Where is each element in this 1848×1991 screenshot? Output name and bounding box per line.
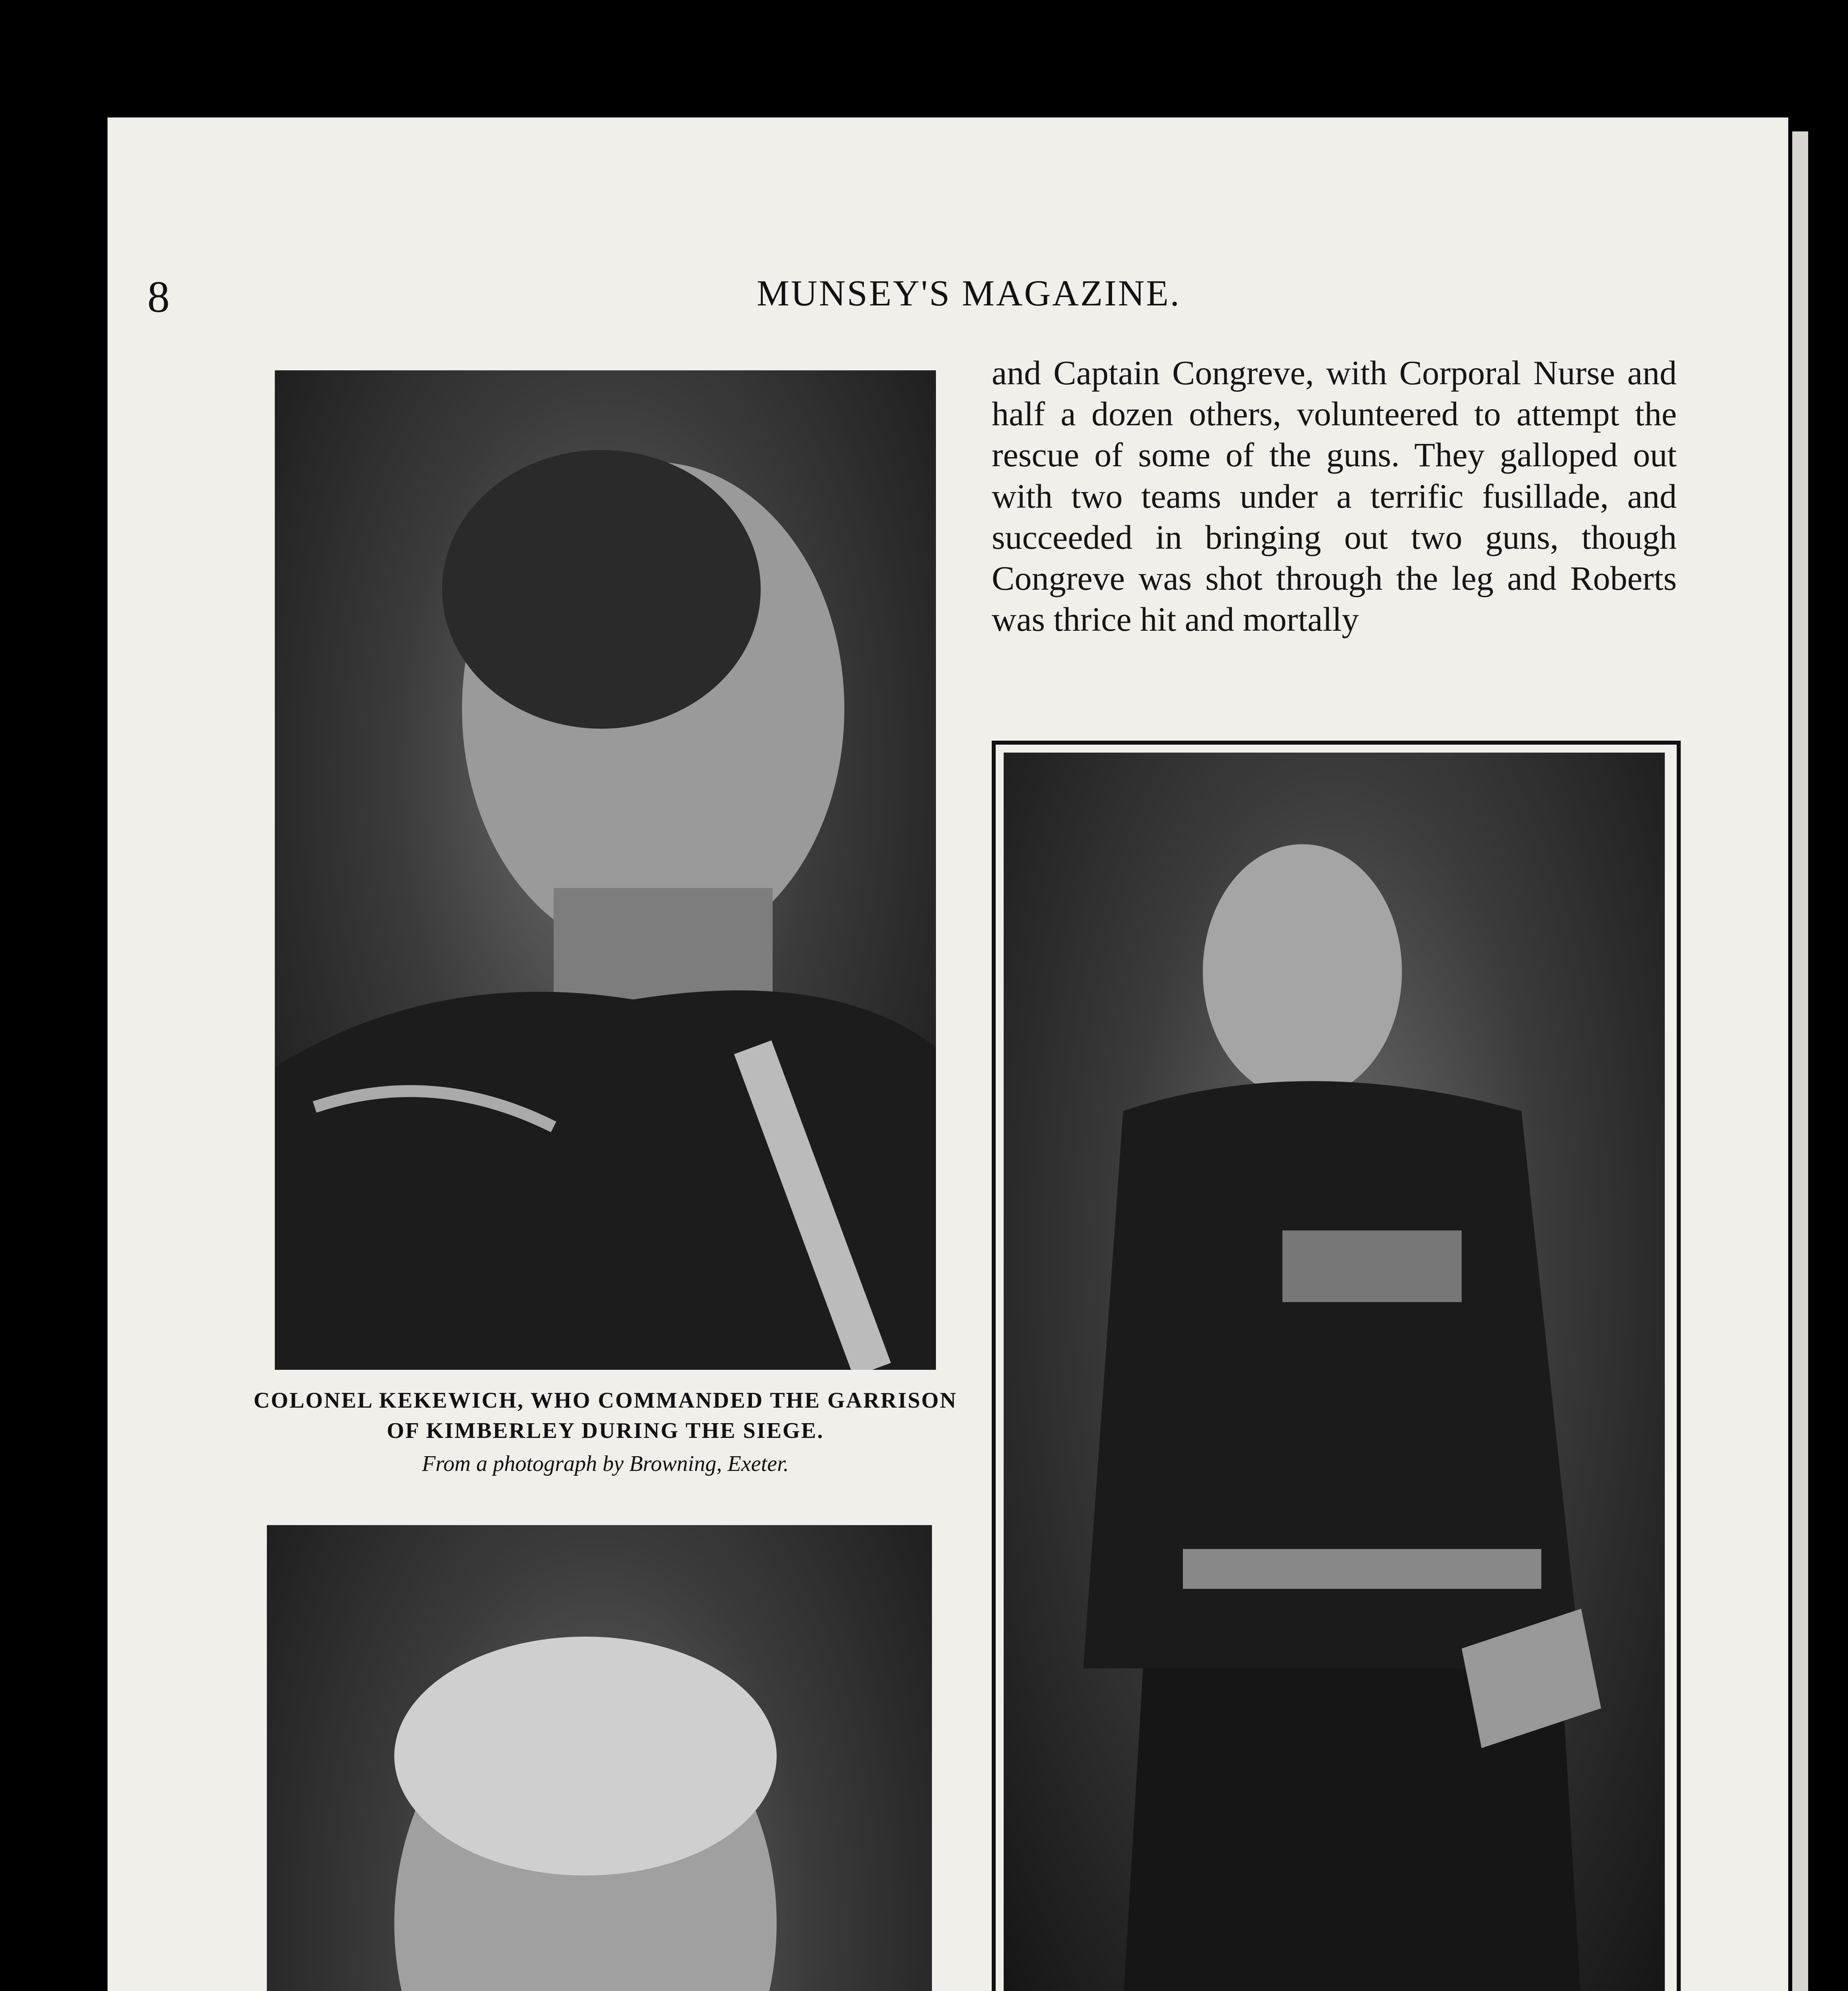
kekewich-credit: From a photograph by Browning, Exeter.	[422, 1451, 789, 1476]
kekewich-caption-line1: COLONEL KEKEWICH, WHO COMMANDED THE GARRISON	[253, 1388, 957, 1413]
portrait-photo-icon	[275, 370, 936, 1370]
kekewich-caption	[239, 1386, 972, 1446]
page-spine	[1792, 131, 1808, 1991]
portrait-photo-icon	[1004, 753, 1665, 1991]
body-text-top	[992, 352, 1677, 640]
kekewich-caption-line2: OF KIMBERLEY DURING THE SIEGE.	[387, 1418, 824, 1443]
running-head: MUNSEY'S MAGAZINE.	[757, 273, 1181, 313]
macdonald-portrait	[1004, 753, 1665, 1991]
woodgate-portrait	[267, 1525, 932, 1991]
kekewich-portrait	[275, 370, 936, 1370]
portrait-photo-icon	[267, 1525, 932, 1991]
body-paragraph-top: and Captain Congreve, with Corporal Nurse and half a dozen others, volunteered to attempt the rescue of some of the guns. They galloped out with two teams under a terrific fusillade, and succeeded in bringing out two guns, though Congreve was shot through the leg and Roberts was thrice hit and mortally	[992, 354, 1677, 639]
page-number: 8	[147, 272, 170, 322]
